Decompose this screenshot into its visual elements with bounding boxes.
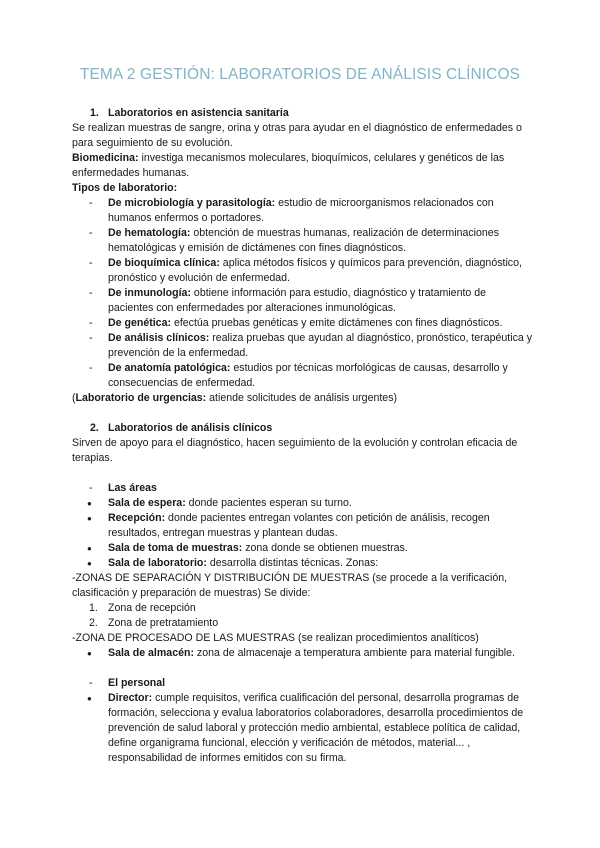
urgencias-note [72,391,534,406]
list-item [72,361,534,391]
list-item [72,616,534,631]
section-2-heading [72,421,534,436]
list-item-number: 1. [89,602,98,614]
section-2-intro: Sirven de apoyo para el diagnóstico, hacen seguimiento de la evolución y controlan eficacia de terapias. [72,437,518,464]
list-item-text: Zona de pretratamiento [108,617,219,629]
list-item [72,331,534,361]
areas-heading [72,481,534,496]
list-item-term: De análisis clínicos: [108,332,210,344]
list-item [72,226,534,256]
spacer [72,466,534,481]
list-item-term: De hematología: [108,227,191,239]
zone-processing-text: -ZONA DE PROCESADO DE LAS MUESTRAS (se realizan procedimientos analíticos) [72,632,479,644]
staff-heading-text: El personal [108,677,166,689]
list-item-text: cumple requisitos, verifica cualificación del personal, desarrolla programas de formación, selecciona y evalua laboratorios colaboradores, desarrolla procedimientos de prevención de salud laboral y protección medio ambiental, establece política de calidad, define organigrama funcional, elección y verificación de métodos, material... , responsabilidad de informes emitidos con su firma. [108,692,524,764]
list-item-text: efectúa pruebas genéticas y emite dictámenes con fines diagnósticos. [171,317,503,329]
page-title: TEMA 2 GESTIÓN: LABORATORIOS DE ANÁLISIS CLÍNICOS [79,66,521,83]
list-item-term: De genética: [108,317,171,329]
lab-types-list [72,196,534,391]
section-2-number: 2. [90,422,99,434]
almacen-list [72,646,534,661]
list-item [72,286,534,316]
paren-open: ( [72,392,76,404]
list-item [72,556,534,571]
list-item-term: Sala de toma de muestras: [108,542,243,554]
spacer [72,406,534,421]
list-item [72,196,534,226]
list-item [72,256,534,286]
list-item [72,511,534,541]
list-item-term: De anatomía patológica: [108,362,231,374]
list-item [72,646,534,661]
list-item-text: obtiene información para estudio, diagnóstico y tratamiento de pacientes con enfermedades por alteraciones inmunológicas. [108,287,487,314]
list-item-text: aplica métodos físicos y químicos para prevención, diagnóstico, pronóstico y evolución de enfermedad. [108,257,522,284]
list-item-text: donde pacientes esperan su turno. [185,497,352,509]
staff-heading-list [72,676,534,691]
section-2-title: Laboratorios de análisis clínicos [108,422,273,434]
list-item-text: desarrolla distintas técnicas. Zonas: [206,557,379,569]
list-item-text: realiza pruebas que ayudan al diagnóstico, pronóstico, terapéutica y prevención de la enfermedad. [108,332,533,359]
list-item-text: estudio de microorganismos relacionados con humanos enfermos o portadores. [108,197,494,224]
list-item [72,691,534,766]
list-item-term: Recepción: [108,512,166,524]
document-page [72,66,534,766]
list-item [72,316,534,331]
section-1-heading [72,106,534,121]
staff-heading [72,676,534,691]
list-item [72,601,534,616]
list-item-text: Zona de recepción [108,602,196,614]
list-item-text: obtención de muestras humanas, realización de determinaciones hematológicas y emisión de dictámenes con fines diagnósticos. [108,227,499,254]
zone-separation-text: -ZONAS DE SEPARACIÓN Y DISTRIBUCIÓN DE MUESTRAS (se procede a la verificación, clasificación y preparación de muestras) Se divide: [72,572,508,599]
section-1-title: Laboratorios en asistencia sanitaria [108,107,289,119]
urgencias-text: atiende solicitudes de análisis urgentes) [206,392,398,404]
list-item-number: 2. [89,617,98,629]
list-item [72,541,534,556]
urgencias-term: Laboratorio de urgencias: [75,392,207,404]
list-item-term: De microbiología y parasitología: [108,197,276,209]
areas-list [72,496,534,571]
list-item-term: Sala de espera: [108,497,186,509]
list-item-term: Sala de almacén: [108,647,194,659]
lab-types-heading: Tipos de laboratorio: [72,182,178,194]
list-item-term: De inmunología: [108,287,191,299]
staff-list [72,691,534,766]
zone-separation-list [72,601,534,631]
list-item-term: Sala de laboratorio: [108,557,207,569]
list-item-text: zona de almacenaje a temperatura ambiente para material fungible. [193,647,515,659]
areas-heading-text: Las áreas [108,482,157,494]
section-1-intro: Se realizan muestras de sangre, orina y otras para ayudar en el diagnóstico de enfermedades o para seguimiento de su evolución. [72,122,522,149]
list-item-text: zona donde se obtienen muestras. [242,542,408,554]
list-item-term: Director: [108,692,153,704]
biomedicina-text: investiga mecanismos moleculares, bioquímicos, celulares y genéticos de las enfermedades humanas. [72,152,505,179]
areas-heading-list [72,481,534,496]
spacer [72,661,534,676]
section-1-number: 1. [90,107,99,119]
list-item [72,496,534,511]
biomedicina-definition [72,151,534,181]
list-item-text: estudios por técnicas morfológicas de causas, desarrollo y consecuencias de enfermedad. [108,362,508,389]
list-item-text: donde pacientes entregan volantes con petición de análisis, recogen resultados, entregan muestras y plantean dudas. [108,512,490,539]
biomedicina-term: Biomedicina: [72,152,139,164]
list-item-term: De bioquímica clínica: [108,257,220,269]
